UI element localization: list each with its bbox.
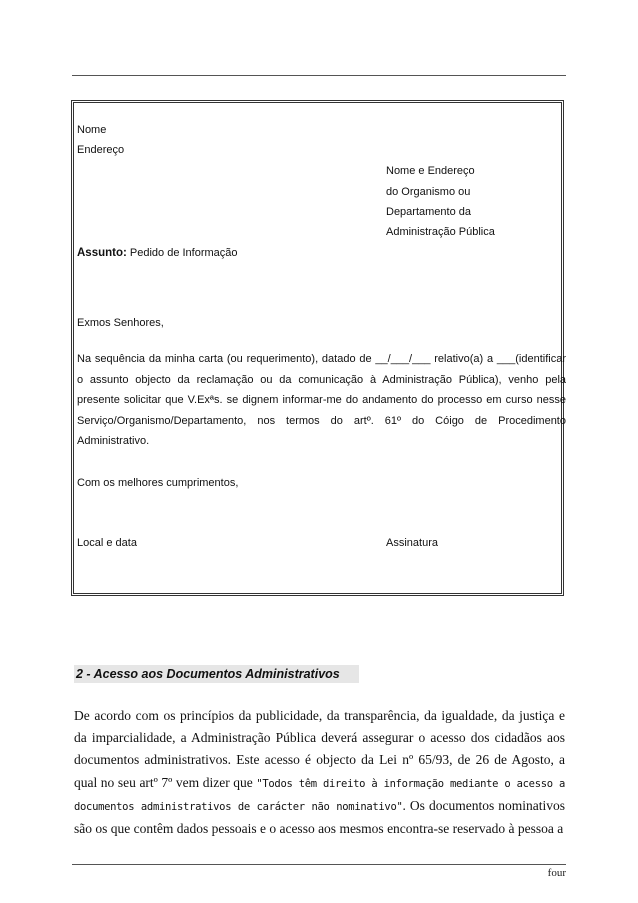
recipient-line-1: Nome e Endereço xyxy=(386,165,475,177)
section-heading: 2 - Acesso aos Documentos Administrativos xyxy=(74,665,359,683)
closing: Com os melhores cumprimentos, xyxy=(77,477,239,489)
subject-line xyxy=(77,246,238,260)
letter-body: Na sequência da minha carta (ou requerimento), datado de __/___/___ relativo(a) a ___(identificar o assunto objecto da reclamação ou da comunicação à Administração Pública), venho pela presente solicitar que V.Exªs. se dignem informar-me do andamento do processo em curso nesse Serviço/Organismo/Departamento, nos termos do artº. 61º do Cóigo de Procedimento Administrativo. xyxy=(77,353,566,447)
greeting: Exmos Senhores, xyxy=(77,317,164,329)
letter-template-box xyxy=(71,100,564,596)
recipient-line-3: Departamento da xyxy=(386,206,471,218)
paragraph-start: De acordo com os princípios da publicidade, da transparência, da igualdade, da justiça e da imparcialidade, a Administração Pública deverá assegurar o acesso dos cidadãos aos documentos administrativos. Este acesso é objecto da Lei nº 65/93, de 26 de Agosto, a qual no seu artº 7º vem dizer que xyxy=(74,708,565,790)
subject-label: Assunto: xyxy=(77,247,127,259)
paragraph-end: . Os documentos nominativos são os que contêm dados pessoais e o acesso aos mesmos encontra-se reservado à pessoa a xyxy=(74,797,565,837)
header-rule xyxy=(72,75,566,76)
signature-label: Assinatura xyxy=(386,537,438,549)
recipient-line-4: Administração Pública xyxy=(386,226,495,238)
field-endereco: Endereço xyxy=(77,144,125,156)
law-quote: "Todos têm direito à informação mediante o acesso a documentos administrativos de carácter não nominativo" xyxy=(74,777,565,813)
footer-rule xyxy=(72,864,566,865)
subject-text: Pedido de Informação xyxy=(126,247,238,259)
page-number: four xyxy=(547,867,566,879)
local-data-label: Local e data xyxy=(77,537,137,549)
recipient-line-2: do Organismo ou xyxy=(386,186,471,198)
field-nome: Nome xyxy=(77,124,107,136)
section-paragraph xyxy=(74,705,565,840)
